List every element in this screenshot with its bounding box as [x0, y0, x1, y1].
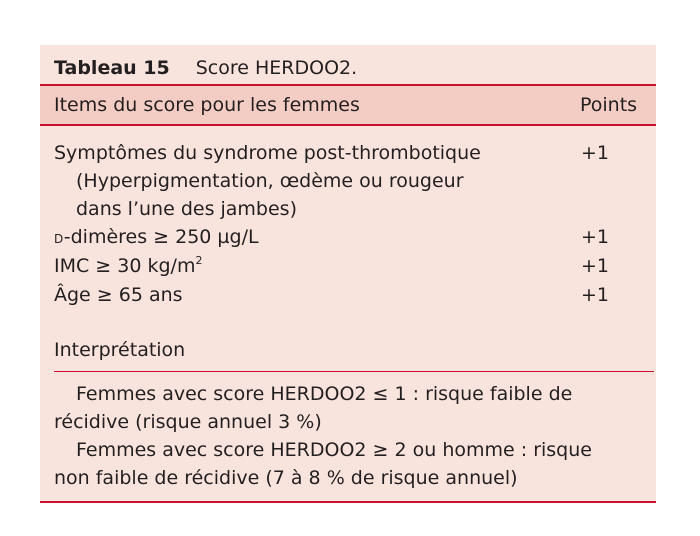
header-items: Items du score pour les femmes: [54, 94, 360, 116]
table-bottom-rule: [40, 501, 656, 503]
ddimers-text: -dimères ≥ 250 µg/L: [63, 226, 259, 248]
row-symptoms-line1: Symptômes du syndrome post-thrombotique: [54, 142, 481, 164]
interpretation-heading: Interprétation: [54, 339, 186, 361]
imc-text: IMC ≥ 30 kg/m: [54, 255, 196, 277]
row-age-points: +1: [581, 284, 610, 306]
table-title: Score HERDOO2.: [195, 57, 358, 79]
interpretation-divider: [54, 371, 654, 372]
table-number: Tableau 15: [54, 57, 170, 79]
row-imc-points: +1: [581, 255, 610, 277]
interpretation-p2-line2: non faible de récidive (7 à 8 % de risque annuel): [54, 467, 518, 489]
interpretation-p2-line1: Femmes avec score HERDOO2 ≥ 2 ou homme : risque: [76, 439, 592, 461]
row-symptoms-points: +1: [581, 142, 610, 164]
header-points: Points: [580, 94, 638, 116]
imc-superscript: 2: [195, 253, 203, 267]
row-ddimers-points: +1: [581, 226, 610, 248]
table-caption: [54, 53, 357, 83]
row-ddimers: [54, 223, 259, 253]
interpretation-p1-line1: Femmes avec score HERDOO2 ≤ 1 : risque faible de: [76, 383, 573, 405]
row-imc: [54, 252, 202, 280]
row-symptoms-line3: dans l’une des jambes): [76, 198, 297, 220]
row-symptoms-line2: (Hyperpigmentation, œdème ou rougeur: [76, 170, 464, 192]
interpretation-p1-line2: récidive (risque annuel 3 %): [54, 411, 322, 433]
row-age: Âge ≥ 65 ans: [54, 284, 183, 306]
ddimers-prefix: D: [54, 232, 64, 246]
